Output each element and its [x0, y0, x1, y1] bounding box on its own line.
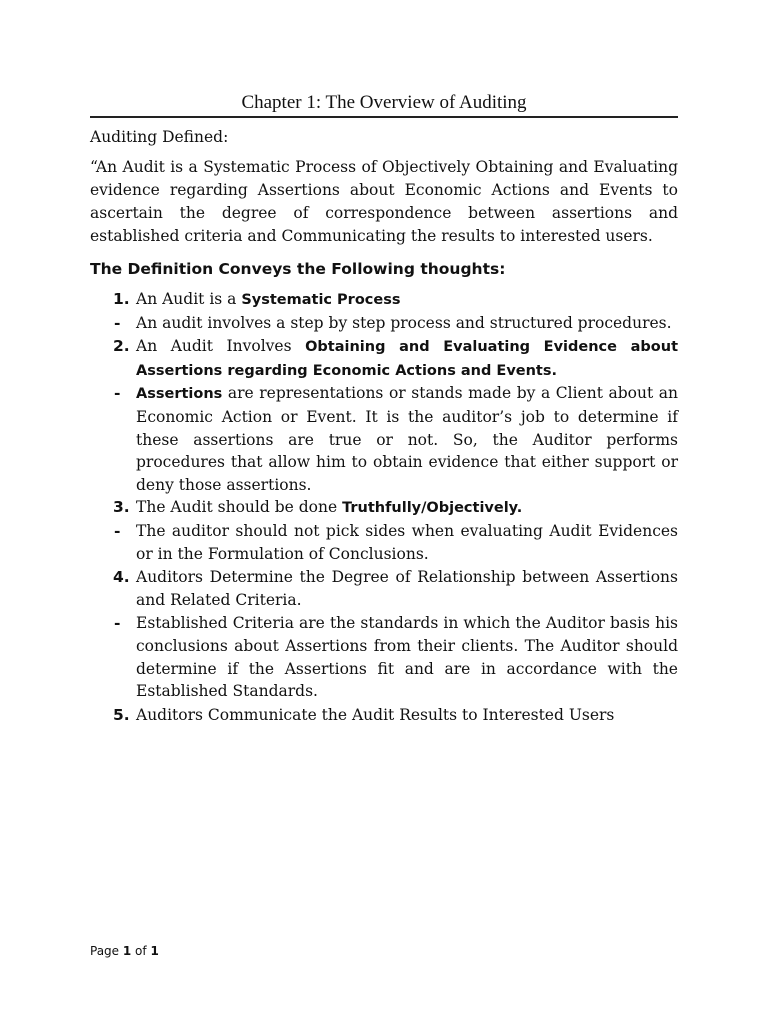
list-item: [90, 335, 678, 382]
list-marker: 4.: [113, 568, 130, 587]
list-item: [90, 612, 678, 703]
list-marker: -: [114, 312, 121, 332]
list-item: [90, 288, 678, 312]
list-item: [90, 312, 678, 336]
list-item-text: The Audit should be done Truthfully/Objectively.: [136, 498, 523, 517]
list-item-text: An Audit is a Systematic Process: [136, 290, 401, 308]
list-marker: 2.: [113, 337, 130, 356]
list-item: [90, 520, 678, 566]
document-page: [90, 92, 678, 727]
list-item-text: Assertions are representations or stands made by a Client about an Economic Action or Event. It is the auditor’s job to determine if these assertions are true or not. So, the Auditor performs procedures that allow him to obtain evidence that either support or deny those assertions.: [136, 384, 678, 494]
section-heading: Auditing Defined:: [90, 128, 229, 146]
list-item-text: Auditors Determine the Degree of Relationship between Assertions and Related Criteria.: [136, 568, 678, 609]
list-item-text: Auditors Communicate the Audit Results to Interested Users: [136, 705, 615, 724]
list-item-text: An audit involves a step by step process and structured procedures.: [136, 313, 672, 332]
list-item-text: An Audit Involves Obtaining and Evaluating Evidence about Assertions regarding Economic Actions and Events.: [136, 337, 678, 379]
page-footer: [90, 944, 159, 958]
list-item: [90, 382, 678, 496]
footer-page-total: 1: [150, 944, 159, 958]
thoughts-heading: The Definition Conveys the Following thoughts:: [90, 260, 506, 278]
chapter-title: Chapter 1: The Overview of Auditing: [90, 92, 678, 118]
footer-page-label: Page: [90, 944, 123, 958]
list-marker: 1.: [113, 290, 130, 308]
list-item: [90, 704, 678, 728]
footer-page-number: 1: [122, 944, 132, 958]
list-item-text: The auditor should not pick sides when evaluating Audit Evidences or in the Formulation of Conclusions.: [136, 521, 678, 563]
list-marker: -: [114, 520, 121, 540]
list-marker: -: [114, 383, 121, 403]
list-marker: 3.: [113, 498, 130, 517]
list-item: [90, 496, 678, 520]
footer-of-label: of: [131, 944, 151, 958]
thoughts-list: [90, 288, 678, 727]
list-item-text: Established Criteria are the standards in which the Auditor basis his conclusions about Assertions from their clients. The Auditor should determine if the Assertions fit and are in accordance with the Established Standards.: [136, 614, 678, 701]
list-item: [90, 566, 678, 612]
list-marker: -: [114, 613, 121, 633]
definition-paragraph: “An Audit is a Systematic Process of Objectively Obtaining and Evaluating evidence regarding Assertions about Economic Actions and Events to ascertain the degree of correspondence between assertions and established criteria and Communicating the results to interested users.: [90, 158, 678, 245]
list-marker: 5.: [113, 705, 130, 724]
